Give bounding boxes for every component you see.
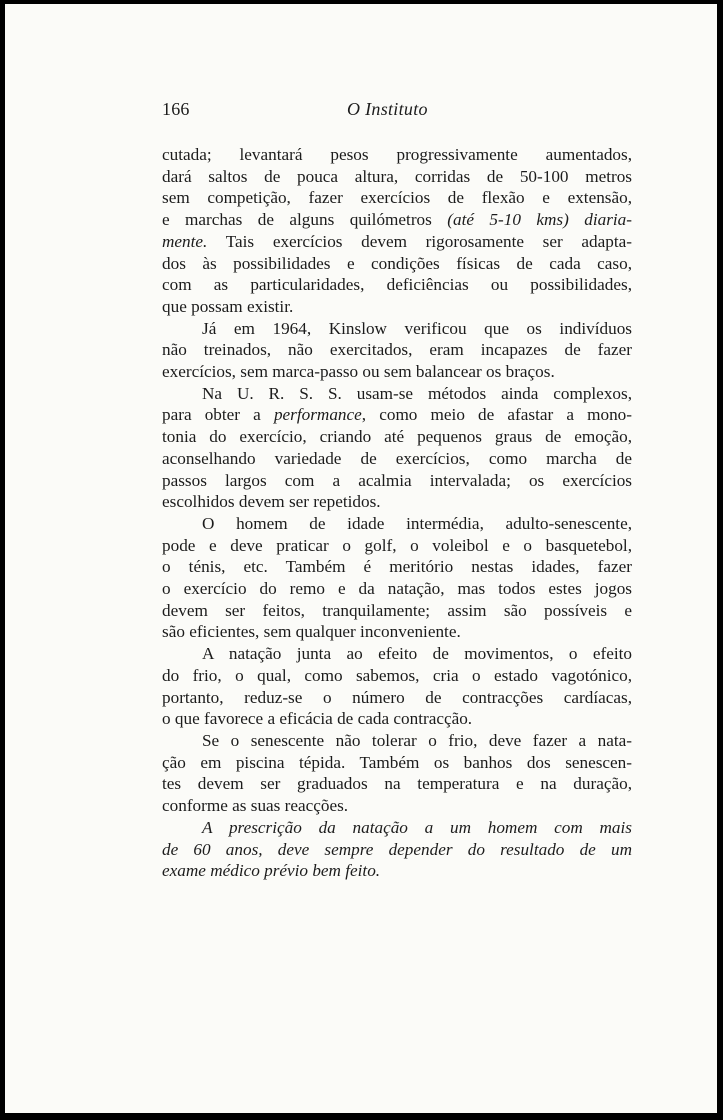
italic-fragment: mente. [162,231,208,251]
text-line: exercícios, sem marca-passo ou sem balancear os braços. [162,362,555,382]
paragraph-1 [162,144,632,318]
text-line: aconselhando variedade de exercícios, como marcha de [162,448,632,468]
body-text [162,144,632,882]
paragraph-7-italic [162,817,632,882]
text-line: Se o senescente não tolerar o frio, deve fazer a nata- [202,730,632,750]
text-line: o exercício do remo e da natação, mas todos estes jogos [162,579,632,599]
text-line: Na U. R. S. S. usam-se métodos ainda complexos, [202,383,632,403]
text-line: A natação junta ao efeito de movimentos, o efeito [202,644,632,664]
italic-text-line: exame médico prévio bem feito. [162,861,381,881]
text-fragment: e marchas de alguns quilómetros [162,210,432,230]
text-line: tonia do exercício, criando até pequenos graus de emoção, [162,427,632,447]
text-line: dará saltos de pouca altura, corridas de 50-100 metros [162,166,632,186]
text-line: escolhidos devem ser repetidos. [162,492,381,512]
text-line: o ténis, etc. Também é meritório nestas idades, fazer [162,557,632,577]
text-line: tes devem ser graduados na temperatura e na duração, [162,774,632,794]
page-number: 166 [162,99,190,119]
text-line: conforme as suas reacções. [162,796,349,816]
italic-fragment: performance [273,405,362,425]
running-title: O Instituto [347,99,428,119]
text-line [162,209,632,231]
text-line: pode e deve praticar o golf, o voleibol e o basquetebol, [162,535,632,555]
text-line [162,404,632,426]
italic-text-line: de 60 anos, deve sempre depender do resultado de um [162,839,632,859]
text-line: com as particularidades, deficiências ou possibilidades, [162,275,632,295]
text-line: do frio, o qual, como sabemos, cria o estado vagotónico, [162,665,632,685]
text-line: Já em 1964, Kinslow verificou que os indivíduos [202,318,632,338]
page-header [162,99,632,125]
text-line: cutada; levantará pesos progressivamente aumentados, [162,145,632,164]
text-line: dos às possibilidades e condições físicas de cada caso, [162,253,632,273]
text-line: passos largos com a acalmia intervalada; os exercícios [162,470,632,490]
paragraph-2 [162,318,632,383]
text-line: portanto, reduz-se o número de contracções cardíacas, [162,687,632,707]
text-line: sem competição, fazer exercícios de flexão e extensão, [162,188,632,208]
italic-text-line: A prescrição da natação a um homem com mais [202,817,632,837]
text-line: não treinados, não exercitados, eram incapazes de fazer [162,340,632,360]
text-line: devem ser feitos, tranquilamente; assim são possíveis e [162,600,632,620]
paragraph-4 [162,513,632,643]
text-line [162,231,632,253]
book-page [5,4,717,1113]
text-line: O homem de idade intermédia, adulto-senescente, [202,513,632,533]
paragraph-3 [162,383,632,513]
paragraph-5 [162,643,632,730]
text-line: que possam existir. [162,296,294,316]
text-fragment: Tais exercícios devem rigorosamente ser adapta- [225,231,632,251]
italic-fragment: (até 5-10 kms) diaria- [447,210,632,230]
text-line: são eficientes, sem qualquer inconveniente. [162,622,461,642]
text-line: ção em piscina tépida. Também os banhos dos senescen- [162,752,632,772]
text-fragment: , como meio de afastar a mono- [361,405,632,425]
paragraph-6 [162,730,632,817]
text-line: o que favorece a eficácia de cada contracção. [162,709,473,729]
text-fragment: para obter a [162,405,261,425]
